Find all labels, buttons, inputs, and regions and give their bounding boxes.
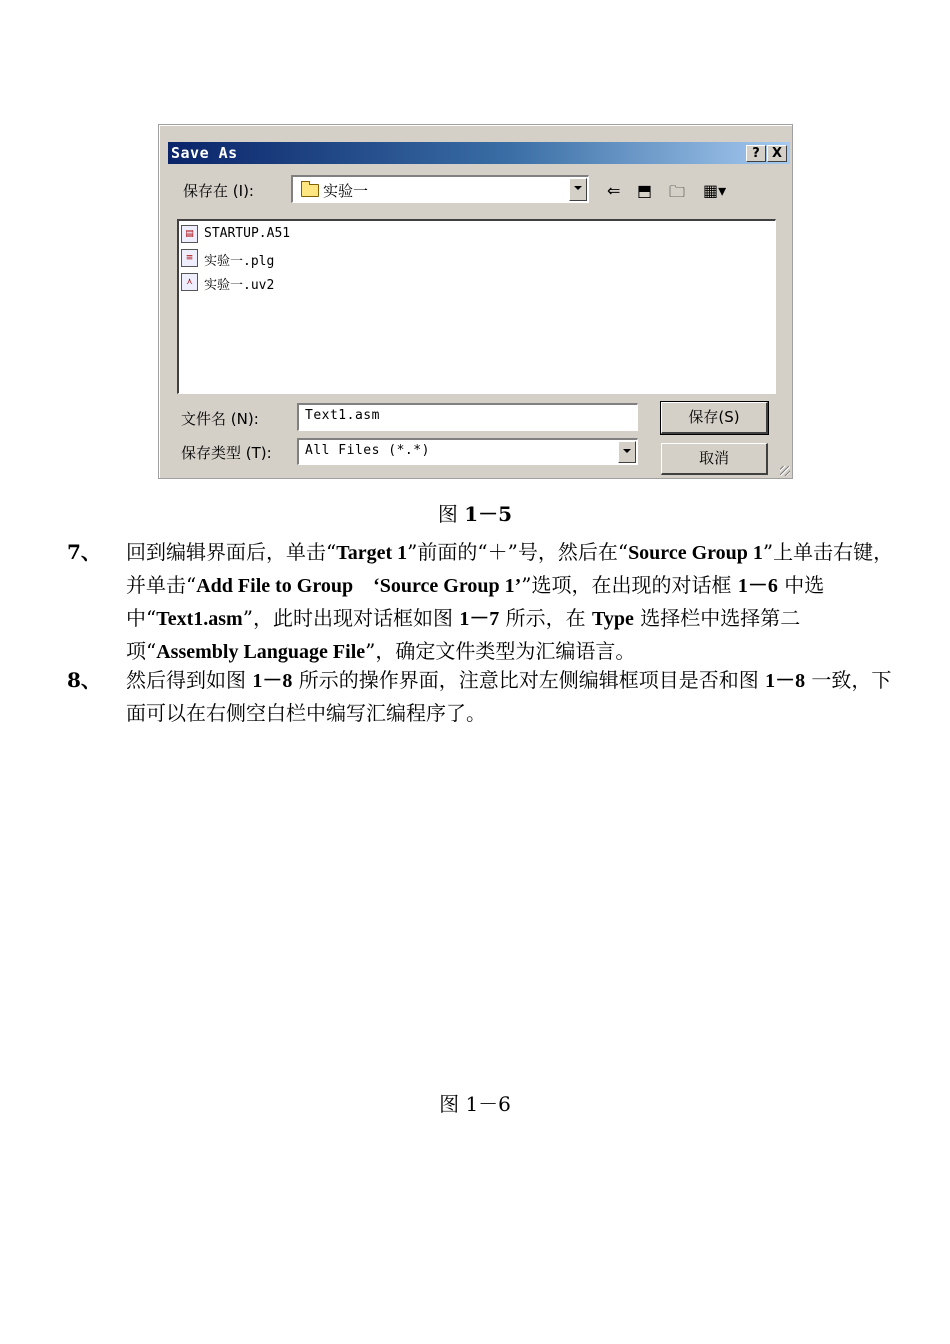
help-button[interactable]: ? — [746, 145, 766, 162]
filetype-dropdown[interactable] — [297, 438, 638, 465]
file-list[interactable]: ▤ STARTUP.A51 ≡ 实验一.plg ⋏ 实验一.uv2 — [177, 219, 776, 394]
bold-term: Source Group 1 — [628, 542, 763, 564]
filename-input[interactable] — [297, 403, 638, 431]
dialog-titlebar — [168, 142, 790, 164]
project-file-icon: ⋏ — [181, 273, 198, 291]
chevron-down-icon[interactable] — [618, 441, 636, 463]
text-run: 所示，在 — [499, 606, 593, 630]
up-folder-icon[interactable]: ⬒ — [637, 181, 653, 200]
text-run: 一致，下面可以在右侧空白栏中编写汇编程序了。 — [126, 668, 892, 725]
save-in-label: 保存在 (I): — [183, 182, 254, 200]
filetype-value: All Files (*.*) — [305, 443, 430, 458]
text-file-icon: ≡ — [181, 249, 198, 267]
filename-value: Text1.asm — [305, 408, 380, 423]
text-run: ”，此时出现对话框如图 — [242, 606, 460, 630]
text-run: ”选项，在出现的对话框 — [521, 573, 738, 597]
text-run: 选择栏中选择第二项“ — [126, 606, 801, 663]
item-number: 7、 — [67, 540, 101, 564]
save-as-dialog — [158, 124, 793, 479]
bold-term: Assembly Language File — [156, 641, 366, 663]
bold-term: Type — [592, 608, 634, 630]
text-run: 所示的操作界面，注意比对左侧编辑框项目是否和图 — [292, 668, 766, 692]
bold-term: Add File to Group ‘Source Group 1’ — [196, 575, 522, 597]
bold-term: 1－8 — [765, 670, 806, 692]
dialog-title: Save As — [171, 144, 238, 162]
save-in-value: 实验一 — [323, 182, 369, 200]
back-arrow-icon[interactable]: ⇐ — [607, 181, 621, 200]
text-run: 中选中“ — [126, 573, 825, 630]
figure-caption-1-6: 图 1－6 — [439, 1092, 511, 1116]
filetype-label: 保存类型 (T): — [181, 444, 272, 462]
view-menu-icon[interactable]: ▦▾ — [703, 181, 727, 200]
text-run: 然后得到如图 — [126, 668, 253, 692]
bold-term: 1－7 — [459, 608, 500, 630]
save-in-dropdown[interactable] — [291, 175, 589, 203]
text-run: ”前面的“＋”号，然后在“ — [407, 540, 629, 564]
cancel-button[interactable]: 取消 — [661, 443, 768, 475]
item-number: 8、 — [67, 668, 101, 692]
text-run: ”，确定文件类型为汇编语言。 — [365, 639, 636, 663]
folder-icon — [301, 184, 319, 197]
item-text — [126, 536, 896, 668]
chevron-down-icon[interactable] — [569, 178, 587, 201]
save-button[interactable]: 保存(S) — [661, 402, 768, 434]
bold-term: Target 1 — [336, 542, 408, 564]
item-text — [126, 664, 896, 729]
text-run: ”上单击右键，并单击“ — [126, 540, 894, 597]
resize-grip-icon[interactable] — [780, 466, 790, 476]
bold-term: 1－8 — [252, 670, 293, 692]
close-button[interactable]: X — [767, 145, 787, 162]
bold-term: 1－6 — [737, 575, 778, 597]
bold-term: Text1.asm — [156, 608, 243, 630]
text-run: 回到编辑界面后，单击“ — [126, 540, 337, 564]
filename-label: 文件名 (N): — [181, 410, 259, 428]
asm-file-icon: ▤ — [181, 225, 198, 243]
figure-caption-1-5: 图 1－5 — [437, 502, 513, 526]
new-folder-icon[interactable]: 🗀 — [669, 182, 686, 201]
